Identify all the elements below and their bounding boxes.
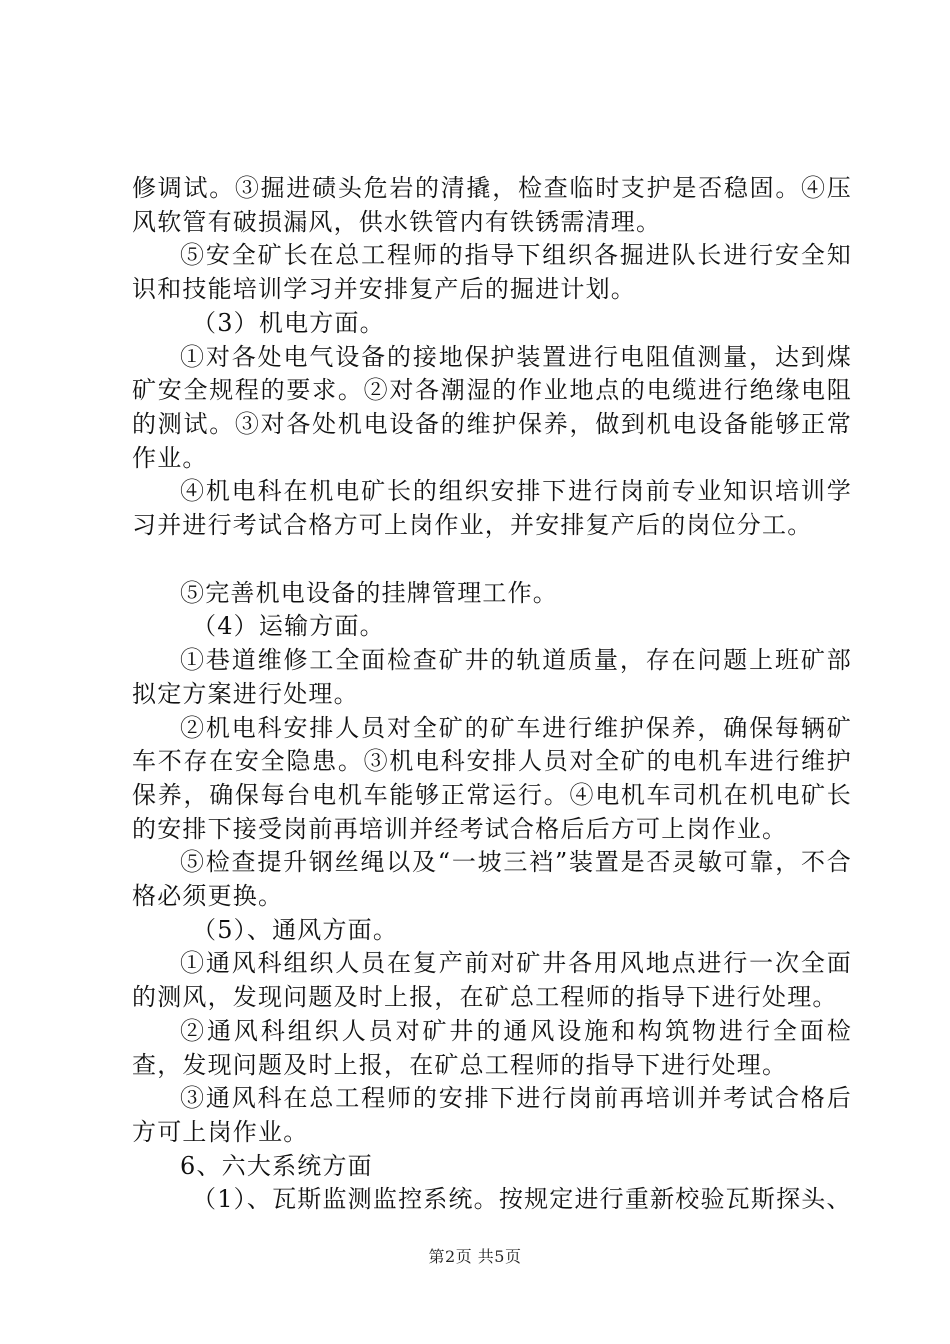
paragraph-gap [132, 543, 852, 577]
document-body [132, 172, 852, 1217]
paragraph-16: （1）、瓦斯监测监控系统。按规定进行重新校验瓦斯探头、 [192, 1185, 852, 1214]
section-heading-ventilation: （5）、通风方面。 [192, 915, 399, 944]
page-footer [0, 1244, 950, 1267]
section-heading-transport: （4）运输方面。 [192, 612, 385, 641]
paragraph-10: ⑤检查提升钢丝绳以及“一坡三裆”装置是否灵敏可靠，不合格必须更换。 [132, 848, 852, 911]
paragraph-2: ⑤安全矿长在总工程师的指导下组织各掘进队长进行安全知识和技能培训学习并安排复产后的掘进计划。 [132, 241, 852, 304]
paragraph-1: 修调试。③掘进碛头危岩的清撬，检查临时支护是否稳固。④压风软管有破损漏风，供水铁管内有铁锈需清理。 [132, 174, 852, 236]
paragraph-6: ⑤完善机电设备的挂牌管理工作。 [180, 578, 558, 607]
paragraph-12: ①通风科组织人员在复产前对矿井各用风地点进行一次全面的测风，发现问题及时上报，在矿总工程师的指导下进行处理。 [132, 949, 852, 1012]
paragraph-5: ④机电科在机电矿长的组织安排下进行岗前专业知识培训学习并进行考试合格方可上岗作业，并安排复产后的岗位分工。 [132, 477, 852, 540]
section-heading-electromechanical: （3）机电方面。 [192, 308, 385, 337]
paragraph-8: ①巷道维修工全面检查矿井的轨道质量，存在问题上班矿部拟定方案进行处理。 [132, 646, 852, 708]
paragraph-14: ③通风科在总工程师的安排下进行岗前再培训并考试合格后方可上岗作业。 [132, 1084, 852, 1146]
paragraph-13: ②通风科组织人员对矿井的通风设施和构筑物进行全面检查，发现问题及时上报，在矿总工程师的指导下进行处理。 [132, 1016, 852, 1079]
paragraph-4: ①对各处电气设备的接地保护装置进行电阻值测量，达到煤矿安全规程的要求。②对各潮湿的作业地点的电缆进行绝缘电阻的测试。③对各处机电设备的维护保养，做到机电设备能够正常作业。 [132, 342, 852, 472]
paragraph-9: ②机电科安排人员对全矿的矿车进行维护保养，确保每辆矿车不存在安全隐患。③机电科安排人员对全矿的电机车进行维护保养，确保每台电机车能够正常运行。④电机车司机在机电矿长的安排下接受岗前再培训并经考试合格后后方可上岗作业。 [132, 713, 852, 843]
section-heading-six-systems: 6、六大系统方面 [180, 1151, 373, 1180]
page-number-label: 第2页 共5页 [428, 1247, 522, 1266]
